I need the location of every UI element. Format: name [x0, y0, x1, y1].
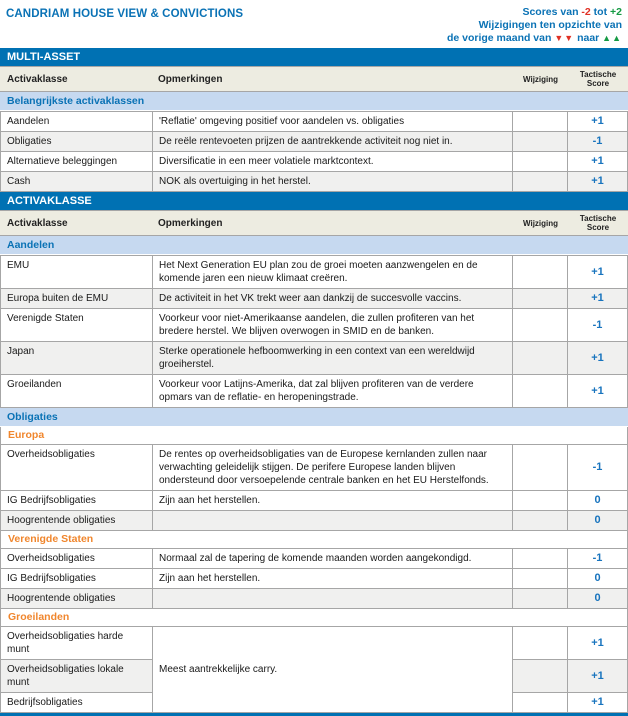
comment-cell: Het Next Generation EU plan zou de groei moeten aanzwengelen en de komende jaren een nieuw klimaat creëren. — [153, 256, 513, 289]
asset-cell: Cash — [1, 172, 153, 192]
asset-cell: Alternatieve beleggingen — [1, 152, 153, 172]
comment-cell: Normaal zal de tapering de komende maanden worden aangekondigd. — [153, 549, 513, 569]
subgroup-header: Groeilanden — [0, 609, 628, 626]
asset-cell: Obligaties — [1, 132, 153, 152]
score-cell: +1 — [568, 627, 628, 660]
score-cell: 0 — [568, 589, 628, 609]
legend-scores-mid: tot — [590, 6, 611, 18]
comment-cell — [153, 589, 513, 609]
column-header-asset: Activaklasse — [7, 217, 68, 229]
change-cell — [513, 445, 568, 491]
asset-cell: Hoogrentende obligaties — [1, 589, 153, 609]
comment-cell: Diversificatie in een meer volatiele marktcontext. — [153, 152, 513, 172]
page-title: CANDRIAM HOUSE VIEW & CONVICTIONS — [6, 8, 244, 20]
asset-cell: Overheidsobligaties — [1, 549, 153, 569]
asset-cell: Groeilanden — [1, 375, 153, 408]
score-cell: +1 — [568, 342, 628, 375]
score-cell: +1 — [568, 693, 628, 713]
score-cell: +1 — [568, 289, 628, 309]
column-header-asset: Activaklasse — [7, 73, 68, 85]
comment-cell — [153, 511, 513, 531]
group-header: Aandelen — [0, 236, 628, 255]
scores-legend — [447, 6, 622, 45]
comment-cell: De rentes op overheidsobligaties van de Europese kernlanden zullen naar verwachting geleidelijk stijgen. De perifere Europese landen blijven ondersteund door versoepelende centrale banken en het EU Herstelfonds. — [153, 445, 513, 491]
column-header-comments: Opmerkingen — [158, 73, 223, 85]
score-cell: +1 — [568, 256, 628, 289]
change-cell — [513, 132, 568, 152]
comment-cell: 'Reflatie' omgeving positief voor aandelen vs. obligaties — [153, 112, 513, 132]
asset-cell: Overheidsobligaties — [1, 445, 153, 491]
legend-scores-range — [447, 6, 622, 19]
score-cell: +1 — [568, 152, 628, 172]
up-arrows-icon: ▲▲ — [602, 33, 622, 43]
column-header-change: Wijziging — [522, 218, 559, 228]
legend-scores-pre: Scores van — [522, 6, 582, 18]
score-cell: 0 — [568, 569, 628, 589]
group-header: Belangrijkste activaklassen — [0, 92, 628, 111]
change-cell — [513, 112, 568, 132]
score-cell: 0 — [568, 511, 628, 531]
rows-block — [0, 111, 628, 192]
column-header-comments: Opmerkingen — [158, 217, 223, 229]
asset-cell: Overheidsobligaties harde munt — [1, 627, 153, 660]
score-cell: -1 — [568, 549, 628, 569]
page-header — [0, 0, 628, 48]
down-arrows-icon: ▼▼ — [554, 33, 575, 43]
score-cell: +1 — [568, 375, 628, 408]
change-cell — [513, 660, 568, 693]
legend-change-arrows — [447, 32, 622, 45]
comment-cell: De activiteit in het VK trekt weer aan dankzij de succesvolle vaccins. — [153, 289, 513, 309]
legend-change-mid: naar — [574, 32, 603, 44]
change-cell — [513, 511, 568, 531]
column-header-row — [0, 210, 628, 236]
column-header-score: Tactische Score — [579, 214, 617, 232]
subgroup-header: Verenigde Staten — [0, 531, 628, 548]
asset-cell: IG Bedrijfsobligaties — [1, 569, 153, 589]
comment-cell: Voorkeur voor Latijns-Amerika, dat zal blijven profiteren van de verdere opmars van de reflatie- en heropeningstrade. — [153, 375, 513, 408]
column-header-row — [0, 66, 628, 92]
legend-change-pre: de vorige maand van — [446, 32, 555, 44]
change-cell — [513, 152, 568, 172]
asset-cell: Aandelen — [1, 112, 153, 132]
asset-cell: Japan — [1, 342, 153, 375]
legend-max-score: +2 — [610, 6, 622, 18]
rows-block — [0, 255, 628, 408]
change-cell — [513, 627, 568, 660]
convictions-table — [0, 48, 628, 713]
comment-cell: Voorkeur voor niet-Amerikaanse aandelen, die zullen profiteren van het bredere herstel. We blijven overwogen in SMID en de banken. — [153, 309, 513, 342]
comment-cell: Zijn aan het herstellen. — [153, 569, 513, 589]
change-cell — [513, 589, 568, 609]
change-cell — [513, 172, 568, 192]
score-cell: -1 — [568, 132, 628, 152]
legend-min-score: -2 — [581, 6, 591, 18]
comment-cell: Zijn aan het herstellen. — [153, 491, 513, 511]
score-cell: +1 — [568, 112, 628, 132]
comment-cell-merged: Meest aantrekkelijke carry. — [153, 627, 513, 713]
asset-cell: Overheidsobligaties lokale munt — [1, 660, 153, 693]
score-cell: +1 — [568, 660, 628, 693]
section-title-bar: ACTIVAKLASSE — [0, 192, 628, 210]
comment-cell: Sterke operationele hefboomwerking in een context van een wereldwijd groeiherstel. — [153, 342, 513, 375]
score-cell: -1 — [568, 309, 628, 342]
change-cell — [513, 256, 568, 289]
asset-cell: Verenigde Staten — [1, 309, 153, 342]
comment-cell: NOK als overtuiging in het herstel. — [153, 172, 513, 192]
score-cell: +1 — [568, 172, 628, 192]
change-cell — [513, 693, 568, 713]
asset-cell: Hoogrentende obligaties — [1, 511, 153, 531]
column-header-change: Wijziging — [522, 74, 559, 84]
legend-changes-text: Wijzigingen ten opzichte van — [478, 19, 622, 31]
asset-cell: IG Bedrijfsobligaties — [1, 491, 153, 511]
asset-cell: EMU — [1, 256, 153, 289]
rows-block — [0, 548, 628, 609]
change-cell — [513, 342, 568, 375]
section-title-bar: MULTI-ASSET — [0, 48, 628, 66]
score-cell: 0 — [568, 491, 628, 511]
change-cell — [513, 375, 568, 408]
subgroup-header: Europa — [0, 427, 628, 444]
group-header: Obligaties — [0, 408, 628, 427]
asset-cell: Europa buiten de EMU — [1, 289, 153, 309]
score-cell: -1 — [568, 445, 628, 491]
comment-cell: De reële rentevoeten prijzen de aantrekkende activiteit nog niet in. — [153, 132, 513, 152]
column-header-score: Tactische Score — [579, 70, 617, 88]
change-cell — [513, 309, 568, 342]
rows-block — [0, 444, 628, 531]
change-cell — [513, 569, 568, 589]
change-cell — [513, 549, 568, 569]
asset-cell: Bedrijfsobligaties — [1, 693, 153, 713]
change-cell — [513, 491, 568, 511]
change-cell — [513, 289, 568, 309]
